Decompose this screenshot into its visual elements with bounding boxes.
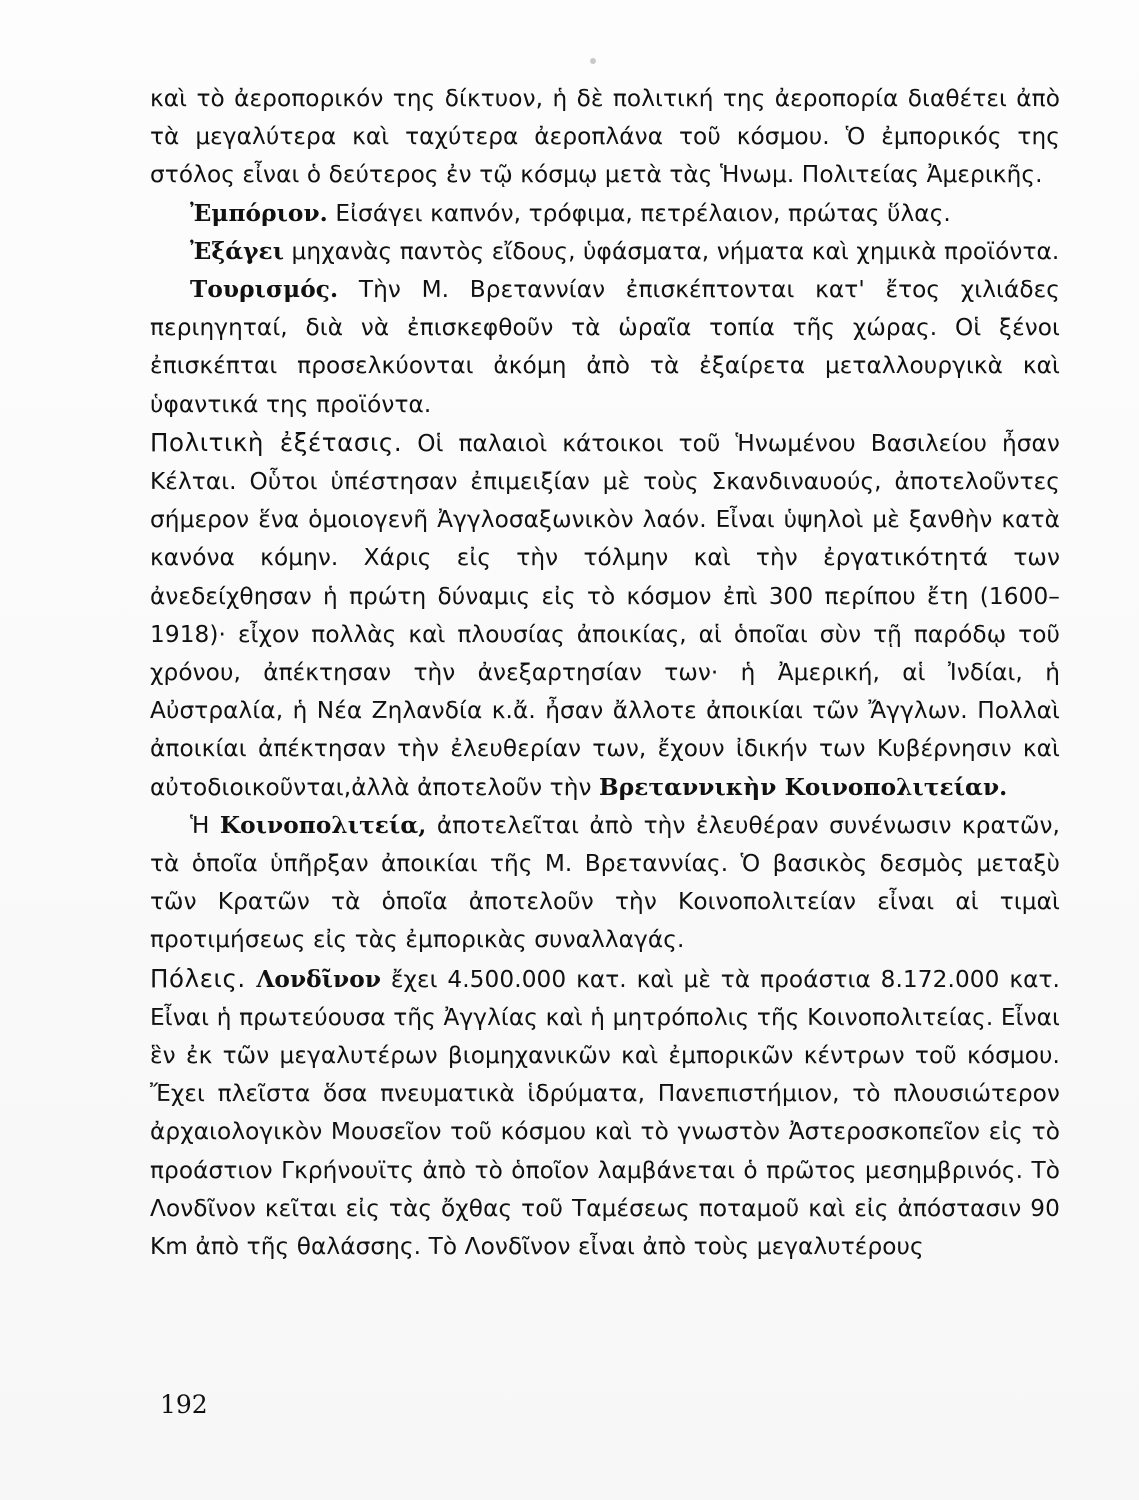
- bold-term-london: Λονδῖνον: [245, 965, 382, 993]
- paragraph-text: Οἱ παλαιοὶ κάτοικοι τοῦ Ἡνωμένου Βασιλείου ἦσαν Κέλται. Οὗτοι ὑπέστησαν ἐπιμειξίαν μὲ τοὺς Σκανδιναυούς, ἀποτελοῦντες σήμερον ἕνα ὁμοιογενῆ Ἀγγλοσαξωνικὸν λαόν. Εἶναι ὑψηλοὶ μὲ ξανθὴν κατὰ κανόνα κόμην. Χάρις εἰς τὴν τόλμην καὶ τὴν ἐργατικότητά των ἀνεδείχθησαν ἡ πρώτη δύναμις εἰς τὸ κόσμον ἐπὶ 300 περίπου ἔτη (1600–1918)· εἶχον πολλὰς καὶ πλουσίας ἀποικίας, αἱ ὁποῖαι σὺν τῇ παρόδῳ τοῦ χρόνου, ἀπέκτησαν τὴν ἀνεξαρτησίαν των· ἡ Ἀμερική, αἱ Ἰνδίαι, ἡ Αὐστραλία, ἡ Νέα Ζηλανδία κ.ἄ. ἦσαν ἄλλοτε ἀποικίαι τῶν Ἄγγλων. Πολλαὶ ἀποικίαι ἀπέκτησαν τὴν ἐλευθερίαν των, ἔχουν ἰδικήν των Κυβέρνησιν καὶ αὐτοδιοικοῦνται,ἀλλὰ ἀποτελοῦν τὴν: [150, 429, 1060, 801]
- paragraph-text: Ἡ: [190, 811, 220, 839]
- paragraph-commonwealth: [150, 807, 1060, 960]
- paragraph-text: καὶ τὸ ἀεροπορικόν της δίκτυον, ἡ δὲ πολιτική της ἀεροπορία διαθέτει ἀπὸ τὰ μεγαλύτερα καὶ ταχύτερα ἀεροπλάνα τοῦ κόσμου. Ὁ ἐμπορικός της στόλος εἶναι ὁ δεύτερος ἐν τῷ κόσμῳ μετὰ τὰς Ἡνωμ. Πολιτείας Ἀμερικῆς.: [150, 85, 1060, 189]
- paragraph-cities: [150, 960, 1060, 1267]
- paragraph-aviation: [150, 80, 1060, 195]
- paragraph-tourism: [150, 271, 1060, 424]
- bold-term-commonwealth-def: Κοινοπολιτεία,: [219, 811, 427, 839]
- section-label-tourism: Τουρισμός.: [190, 276, 339, 304]
- paragraph-text: ἔχει 4.500.000 κατ. καὶ μὲ τὰ προάστια 8.172.000 κατ. Εἶναι ἡ πρωτεύουσα τῆς Ἀγγλίας καὶ ἡ μητρόπολις τῆς Κοινοπολιτείας. Εἶναι ἓν ἐκ τῶν μεγαλυτέρων βιομηχανικῶν καὶ ἐμπορικῶν κέντρων τοῦ κόσμου. Ἔχει πλεῖστα ὅσα πνευματικὰ ἱδρύματα, Πανεπιστήμιον, τὸ πλουσιώτερον ἀρχαιολογικὸν Μουσεῖον τοῦ κόσμου καὶ τὸ γνωστὸν Ἀστεροσκοπεῖον εἰς τὸ προάστιον Γκρήνουϊτς ἀπὸ τὸ ὁποῖον λαμβάνεται ὁ πρῶτος μεσημβρινός. Τὸ Λονδῖνον κεῖται εἰς τὰς ὄχθας τοῦ Ταμέσεως ποταμοῦ καὶ εἰς ἀπόστασιν 90 Km ἀπὸ τῆς θαλάσσης. Τὸ Λονδῖνον εἶναι ἀπὸ τοὺς μεγαλυτέρους: [150, 965, 1060, 1261]
- section-label-trade: Ἐμπόριον.: [190, 199, 328, 227]
- paragraph-text: ἀποτελεῖται ἀπὸ τὴν ἐλευθέραν συνένωσιν κρατῶν, τὰ ὁποῖα ὑπῆρξαν ἀποικίαι τῆς Μ. Βρεταννίας. Ὁ βασικὸς δεσμὸς μεταξὺ τῶν Κρατῶν τὰ ὁποῖα ἀποτελοῦν τὴν Κοινοπολιτείαν εἶναι αἱ τιμαὶ προτιμήσεως εἰς τὰς ἐμπορικὰς συναλλαγάς.: [150, 811, 1060, 954]
- paragraph-text: μηχανὰς παντὸς εἴδους, ὑφάσματα, νήματα καὶ χημικὰ προϊόντα.: [284, 237, 1060, 265]
- paragraph-political: [150, 424, 1060, 807]
- section-heading-political: Πολιτικὴ ἐξέτασις.: [150, 427, 403, 457]
- section-label-exports: Ἐξάγει: [190, 237, 285, 265]
- bold-term-commonwealth: Βρεταννικὴν Κοινοπολιτείαν.: [599, 773, 1008, 801]
- paragraph-trade-exports: [150, 233, 1060, 271]
- print-speck: [590, 58, 596, 64]
- page-number: 192: [160, 1390, 208, 1419]
- paragraph-trade-imports: [150, 195, 1060, 233]
- page-body: [150, 80, 1060, 1266]
- paragraph-text: Τὴν Μ. Βρεταννίαν ἐπισκέπτονται κατ' ἔτος χιλιάδες περιηγηταί, διὰ νὰ ἐπισκεφθοῦν τὰ ὡραῖα τοπία τῆς χώρας. Οἱ ξένοι ἐπισκέπται προσελκύονται ἀκόμη ἀπὸ τὰ ἐξαίρετα μεταλλουργικὰ καὶ ὑφαντικά της προϊόντα.: [150, 276, 1060, 418]
- paragraph-text: Εἰσάγει καπνόν, τρόφιμα, πετρέλαιον, πρώτας ὕλας.: [327, 199, 951, 227]
- section-heading-cities: Πόλεις.: [150, 963, 246, 993]
